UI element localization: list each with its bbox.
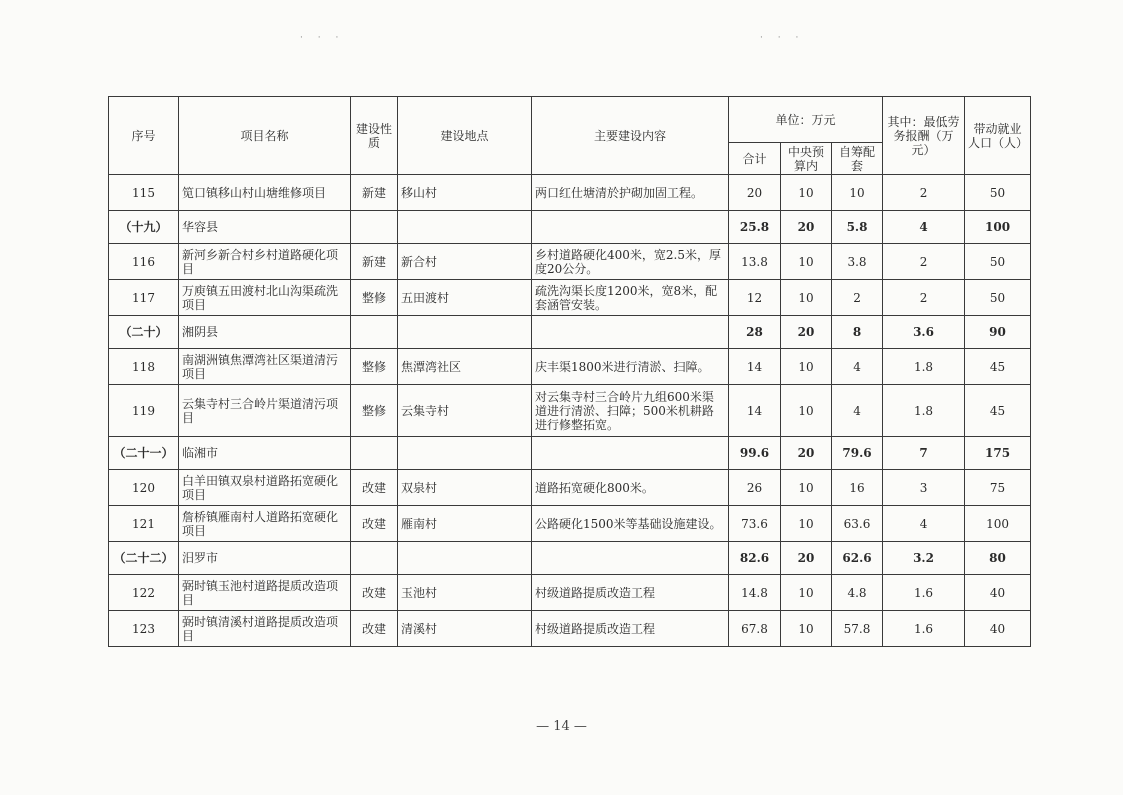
cell-labor: 2	[883, 244, 965, 280]
cell-total: 12	[729, 280, 781, 316]
header-labor: 其中：最低劳务报酬（万元）	[883, 97, 965, 175]
cell-self: 3.8	[832, 244, 883, 280]
header-unit: 单位：万元	[729, 97, 883, 143]
cell-central: 20	[781, 211, 832, 244]
cell-employ: 80	[965, 542, 1031, 575]
header-content: 主要建设内容	[532, 97, 729, 175]
cell-content	[532, 316, 729, 349]
cell-central: 10	[781, 175, 832, 211]
header-location: 建设地点	[398, 97, 532, 175]
cell-nature: 整修	[351, 385, 398, 437]
table-row	[109, 506, 1031, 542]
cell-central: 10	[781, 611, 832, 647]
cell-name: 云集寺村三合岭片渠道清污项目	[179, 385, 351, 437]
cell-self: 63.6	[832, 506, 883, 542]
cell-content: 公路硬化1500米等基础设施建设。	[532, 506, 729, 542]
cell-total: 25.8	[729, 211, 781, 244]
cell-location: 雁南村	[398, 506, 532, 542]
header-total: 合计	[729, 143, 781, 175]
cell-self: 5.8	[832, 211, 883, 244]
subtotal-row	[109, 542, 1031, 575]
cell-labor: 1.8	[883, 349, 965, 385]
cell-location	[398, 316, 532, 349]
cell-nature: 新建	[351, 175, 398, 211]
table-row	[109, 175, 1031, 211]
cell-name: 弼时镇玉池村道路提质改造项目	[179, 575, 351, 611]
table-row	[109, 611, 1031, 647]
cell-seq: 118	[109, 349, 179, 385]
header-nature: 建设性质	[351, 97, 398, 175]
cell-nature	[351, 211, 398, 244]
cell-content: 庆丰渠1800米进行清淤、扫障。	[532, 349, 729, 385]
cell-employ: 75	[965, 470, 1031, 506]
scan-mark-left: · · ·	[300, 33, 345, 43]
subtotal-row	[109, 211, 1031, 244]
cell-nature	[351, 542, 398, 575]
cell-nature: 改建	[351, 506, 398, 542]
cell-seq: （二十一）	[109, 437, 179, 470]
cell-location	[398, 211, 532, 244]
cell-central: 10	[781, 575, 832, 611]
cell-seq: 116	[109, 244, 179, 280]
table-row	[109, 349, 1031, 385]
table-row	[109, 280, 1031, 316]
header-self: 自筹配套	[832, 143, 883, 175]
cell-name: 临湘市	[179, 437, 351, 470]
page-number: — 14 —	[536, 719, 587, 734]
cell-seq: 117	[109, 280, 179, 316]
cell-seq: （二十二）	[109, 542, 179, 575]
cell-labor: 1.6	[883, 575, 965, 611]
cell-employ: 50	[965, 175, 1031, 211]
project-table	[108, 96, 1031, 647]
cell-seq: 115	[109, 175, 179, 211]
cell-content	[532, 542, 729, 575]
cell-name: 南湖洲镇焦潭湾社区渠道清污项目	[179, 349, 351, 385]
cell-employ: 175	[965, 437, 1031, 470]
cell-seq: 123	[109, 611, 179, 647]
cell-content: 乡村道路硬化400米，宽2.5米，厚度20公分。	[532, 244, 729, 280]
cell-nature: 整修	[351, 349, 398, 385]
cell-employ: 40	[965, 575, 1031, 611]
cell-labor: 2	[883, 175, 965, 211]
cell-self: 57.8	[832, 611, 883, 647]
header-seq: 序号	[109, 97, 179, 175]
cell-seq: （二十）	[109, 316, 179, 349]
cell-nature: 改建	[351, 575, 398, 611]
cell-self: 16	[832, 470, 883, 506]
cell-name: 新河乡新合村乡村道路硬化项目	[179, 244, 351, 280]
cell-central: 10	[781, 506, 832, 542]
cell-nature: 改建	[351, 611, 398, 647]
table-row	[109, 385, 1031, 437]
header-central: 中央预算内	[781, 143, 832, 175]
cell-location: 双泉村	[398, 470, 532, 506]
cell-labor: 1.8	[883, 385, 965, 437]
cell-nature: 整修	[351, 280, 398, 316]
table-row	[109, 575, 1031, 611]
cell-self: 62.6	[832, 542, 883, 575]
cell-seq: 120	[109, 470, 179, 506]
cell-employ: 45	[965, 385, 1031, 437]
cell-labor: 3.6	[883, 316, 965, 349]
cell-location: 焦潭湾社区	[398, 349, 532, 385]
cell-total: 73.6	[729, 506, 781, 542]
cell-content: 疏洗沟渠长度1200米，宽8米，配套涵管安装。	[532, 280, 729, 316]
cell-nature	[351, 437, 398, 470]
cell-total: 13.8	[729, 244, 781, 280]
cell-labor: 2	[883, 280, 965, 316]
cell-seq: 119	[109, 385, 179, 437]
cell-location	[398, 542, 532, 575]
cell-content: 村级道路提质改造工程	[532, 575, 729, 611]
cell-total: 99.6	[729, 437, 781, 470]
cell-content: 对云集寺村三合岭片九组600米渠道进行清淤、扫障；500米机耕路进行修整拓宽。	[532, 385, 729, 437]
cell-name: 笕口镇移山村山塘维修项目	[179, 175, 351, 211]
cell-seq: 122	[109, 575, 179, 611]
subtotal-row	[109, 316, 1031, 349]
cell-seq: 121	[109, 506, 179, 542]
cell-total: 67.8	[729, 611, 781, 647]
cell-content	[532, 211, 729, 244]
cell-name: 万庾镇五田渡村北山沟渠疏洗项目	[179, 280, 351, 316]
cell-name: 詹桥镇雁南村人道路拓宽硬化项目	[179, 506, 351, 542]
cell-employ: 90	[965, 316, 1031, 349]
cell-name: 汨罗市	[179, 542, 351, 575]
cell-central: 10	[781, 280, 832, 316]
cell-central: 10	[781, 244, 832, 280]
cell-labor: 7	[883, 437, 965, 470]
cell-labor: 4	[883, 211, 965, 244]
cell-labor: 4	[883, 506, 965, 542]
cell-name: 华容县	[179, 211, 351, 244]
cell-self: 2	[832, 280, 883, 316]
cell-self: 4	[832, 385, 883, 437]
cell-total: 82.6	[729, 542, 781, 575]
cell-central: 10	[781, 349, 832, 385]
cell-nature	[351, 316, 398, 349]
cell-seq: （十九）	[109, 211, 179, 244]
cell-self: 4	[832, 349, 883, 385]
cell-labor: 3	[883, 470, 965, 506]
cell-name: 湘阴县	[179, 316, 351, 349]
cell-employ: 45	[965, 349, 1031, 385]
cell-self: 79.6	[832, 437, 883, 470]
cell-employ: 100	[965, 211, 1031, 244]
cell-content: 村级道路提质改造工程	[532, 611, 729, 647]
cell-content	[532, 437, 729, 470]
cell-central: 10	[781, 470, 832, 506]
cell-content: 道路拓宽硬化800米。	[532, 470, 729, 506]
cell-self: 10	[832, 175, 883, 211]
cell-location: 新合村	[398, 244, 532, 280]
cell-employ: 50	[965, 244, 1031, 280]
cell-total: 14	[729, 385, 781, 437]
cell-self: 4.8	[832, 575, 883, 611]
cell-total: 14	[729, 349, 781, 385]
cell-location: 云集寺村	[398, 385, 532, 437]
cell-location	[398, 437, 532, 470]
cell-location: 移山村	[398, 175, 532, 211]
scan-mark-right: · · ·	[760, 33, 805, 43]
cell-central: 20	[781, 437, 832, 470]
cell-total: 20	[729, 175, 781, 211]
cell-nature: 改建	[351, 470, 398, 506]
cell-central: 10	[781, 385, 832, 437]
cell-nature: 新建	[351, 244, 398, 280]
cell-central: 20	[781, 542, 832, 575]
cell-labor: 3.2	[883, 542, 965, 575]
cell-content: 两口红仕塘清於护砌加固工程。	[532, 175, 729, 211]
table-row	[109, 470, 1031, 506]
cell-employ: 40	[965, 611, 1031, 647]
cell-total: 26	[729, 470, 781, 506]
cell-total: 28	[729, 316, 781, 349]
cell-self: 8	[832, 316, 883, 349]
cell-employ: 100	[965, 506, 1031, 542]
table-row	[109, 244, 1031, 280]
table-body	[109, 175, 1031, 647]
cell-name: 弼时镇清溪村道路提质改造项目	[179, 611, 351, 647]
cell-location: 五田渡村	[398, 280, 532, 316]
cell-labor: 1.6	[883, 611, 965, 647]
cell-location: 清溪村	[398, 611, 532, 647]
project-table-container	[108, 96, 1030, 647]
cell-location: 玉池村	[398, 575, 532, 611]
header-employ: 带动就业人口（人）	[965, 97, 1031, 175]
cell-central: 20	[781, 316, 832, 349]
cell-employ: 50	[965, 280, 1031, 316]
subtotal-row	[109, 437, 1031, 470]
header-name: 项目名称	[179, 97, 351, 175]
cell-total: 14.8	[729, 575, 781, 611]
cell-name: 白羊田镇双泉村道路拓宽硬化项目	[179, 470, 351, 506]
